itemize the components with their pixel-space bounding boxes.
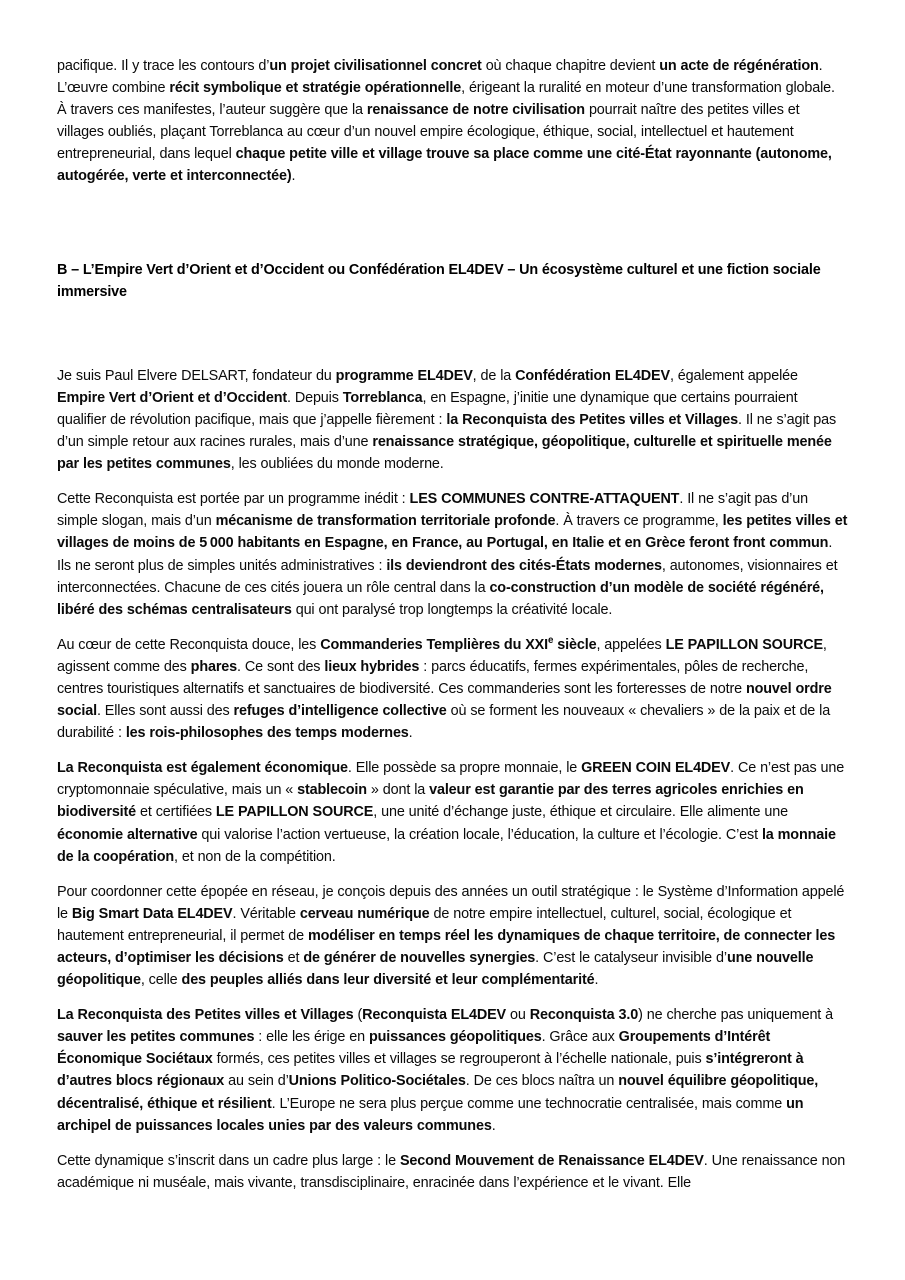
paragraph-reconquista-geopolitique: La Reconquista des Petites villes et Villages (Reconquista EL4DEV ou Reconquista 3.0) ne cherche pas uniquement à sauver les petites communes : elle les érige en puissances géopolitiques. Grâce aux Groupements d’Intérêt Économique Sociétaux formés, ces petites villes et villages se regrouperont à l’échelle nationale, puis s’intégreront à d’autres blocs régionaux au sein d’Unions Politico-Sociétales. De ces blocs naîtra un nouvel équilibre géopolitique, décentralisé, éthique et résilient. L’Europe ne sera plus perçue comme une technocratie centralisée, mais comme un archipel de puissances locales unies par des valeurs communes.: [57, 1007, 834, 1134]
heading-top-spacer: [57, 201, 848, 259]
heading-bottom-spacer: [57, 303, 848, 365]
paragraph-second-mouvement-renaissance: Cette dynamique s’inscrit dans un cadre plus large : le Second Mouvement de Renaissance EL4DEV. Une renaissance non académique ni muséale, mais vivante, transdisciplinaire, enracinée dans l’expérience et le vivant. Elle: [57, 1152, 846, 1191]
paragraph-programme-communes-contre-attaquent: Cette Reconquista est portée par un programme inédit : LES COMMUNES CONTRE-ATTAQUENT. Il ne s’agit pas d’un simple slogan, mais d’un mécanisme de transformation territoriale profonde. À travers ce programme, les petites villes et villages de moins de 5 000 habitants en Espagne, en France, au Portugal, en Italie et en Grèce feront front commun. Ils ne seront plus de simples unités administratives : ils deviendront des cités-États modernes, autonomes, visionnaires et interconnectées. Chacune de ces cités jouera un rôle central dans la co-construction d’un modèle de société régénéré, libéré des schémas centralisateurs qui ont paralysé trop longtemps la créativité locale.: [57, 491, 848, 618]
paragraph-big-smart-data: Pour coordonner cette épopée en réseau, je conçois depuis des années un outil stratégique : le Système d’Information appelé le Big Smart Data EL4DEV. Véritable cerveau numérique de notre empire intellectuel, culturel, social, écologique et hautement entrepreneurial, il permet de modéliser en temps réel les dynamiques de chaque territoire, de connecter les acteurs, d’optimiser les décisions et de générer de nouvelles synergies. C’est le catalyseur invisible d’une nouvelle géopolitique, celle des peuples alliés dans leur diversité et leur complémentarité.: [57, 883, 845, 989]
paragraph-introduction-author: Je suis Paul Elvere DELSART, fondateur du programme EL4DEV, de la Confédération EL4DEV, également appelée Empire Vert d’Orient et d’Occident. Depuis Torreblanca, en Espagne, j’initie une dynamique que certains pourraient qualifier de révolution pacifique, mais que j’appelle fièrement : la Reconquista des Petites villes et Villages. Il ne s’agit pas d’un simple retour aux racines rurales, mais d’une renaissance stratégique, géopolitique, culturelle et spirituelle menée par les petites communes, les oubliées du monde moderne.: [57, 367, 837, 473]
paragraph-green-coin-economie: La Reconquista est également économique. Elle possède sa propre monnaie, le GREEN COIN EL4DEV. Ce n’est pas une cryptomonnaie spéculative, mais un « stablecoin » dont la valeur est garantie par des terres agricoles enrichies en biodiversité et certifiées LE PAPILLON SOURCE, une unité d’échange juste, éthique et circulaire. Elle alimente une économie alternative qui valorise l’action vertueuse, la création locale, l’éducation, la culture et l’écologie. C’est la monnaie de la coopération, et non de la compétition.: [57, 760, 845, 865]
paragraph-continuation-pacifique: pacifique. Il y trace les contours d’un projet civilisationnel concret où chaque chapitre devient un acte de régénération. L’œuvre combine récit symbolique et stratégie opérationnelle, érigeant la ruralité en moteur d’une transformation globale. À travers ces manifestes, l’auteur suggère que la renaissance de notre civilisation pourrait naître des petites villes et villages oubliés, plaçant Torreblanca au cœur d’un nouvel empire écologique, éthique, social, intellectuel et hautement entrepreneurial, dans lequel chaque petite ville et village trouve sa place comme une cité-État rayonnante (autonome, autogérée, verte et interconnectée).: [57, 58, 835, 185]
document-body: [57, 55, 848, 1194]
paragraph-commanderies-templieres: Au cœur de cette Reconquista douce, les Commanderies Templières du XXIe siècle, appelées LE PAPILLON SOURCE, agissent comme des phares. Ce sont des lieux hybrides : parcs éducatifs, fermes expérimentales, pôles de recherche, centres touristiques alternatifs et sanctuaires de biodiversité. Ces commanderies sont les forteresses de notre nouvel ordre social. Elles sont aussi des refuges d’intelligence collective où se forment les nouveaux « chevaliers » de la paix et de la durabilité : les rois-philosophes des temps modernes.: [57, 634, 832, 742]
section-heading-b: B – L’Empire Vert d’Orient et d’Occident ou Confédération EL4DEV – Un écosystème culturel et une fiction sociale immersive: [57, 261, 821, 300]
